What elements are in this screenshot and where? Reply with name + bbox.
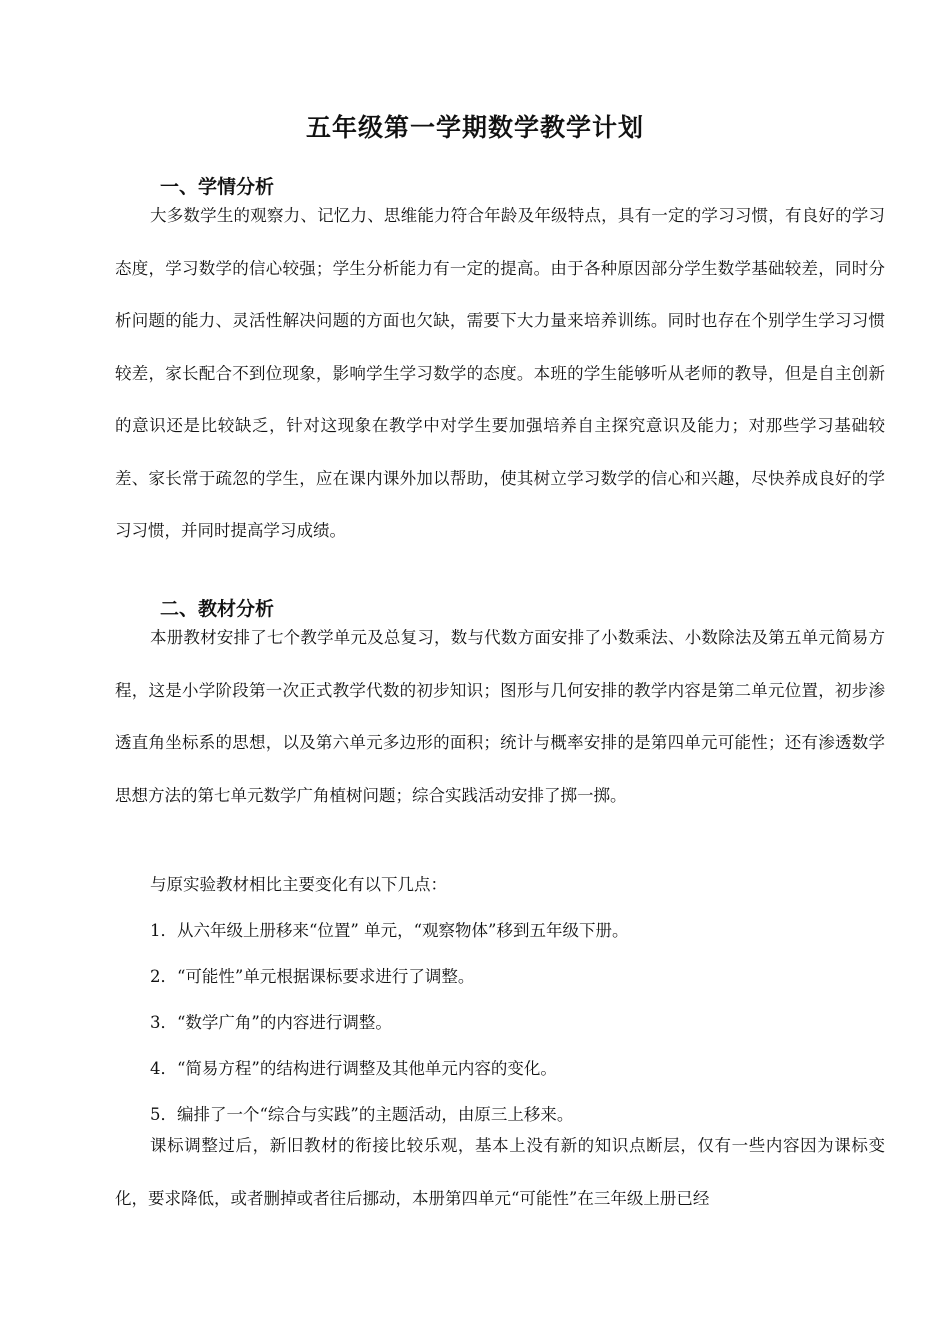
changes-list <box>115 862 885 1138</box>
list-item: 5．编排了一个“综合与实践”的主题活动，由原三上移来。 <box>150 1105 574 1124</box>
body-paragraph: 本册教材安排了七个教学单元及总复习，数与代数方面安排了小数乘法、小数除法及第五单元简易方程，这是小学阶段第一次正式教学代数的初步知识；图形与几何安排的教学内容是第二单元位置，初步渗透直角坐标系的思想，以及第六单元多边形的面积；统计与概率安排的是第四单元可能性；还有渗透数学思想方法的第七单元数学广角植树问题；综合实践活动安排了掷一掷。 <box>115 628 885 805</box>
list-item: 2．“可能性”单元根据课标要求进行了调整。 <box>150 967 475 986</box>
section-heading: 二、教材分析 <box>160 598 275 620</box>
section-learning-analysis <box>115 173 885 558</box>
list-item: 1．从六年级上册移来“位置” 单元，“观察物体”移到五年级下册。 <box>150 921 629 940</box>
document-title: 五年级第一学期数学教学计划 <box>305 113 644 142</box>
list-item: 3．“数学广角”的内容进行调整。 <box>150 1013 392 1032</box>
closing-section <box>115 1120 885 1225</box>
section-textbook-analysis <box>115 595 885 822</box>
body-paragraph: 大多数学生的观察力、记忆力、思维能力符合年龄及年级特点，具有一定的学习习惯，有良好的学习态度，学习数学的信心较强；学生分析能力有一定的提高。由于各种原因部分学生数学基础较差，同时分析问题的能力、灵活性解决问题的方面也欠缺，需要下大力量来培养训练。同时也存在个别学生学习习惯较差，家长配合不到位现象，影响学生学习数学的态度。本班的学生能够听从老师的教导，但是自主创新的意识还是比较缺乏，针对这现象在教学中对学生要加强培养自主探究意识及能力；对那些学习基础较差、家长常于疏忽的学生，应在课内课外加以帮助，使其树立学习数学的信心和兴趣，尽快养成良好的学习习惯，并同时提高学习成绩。 <box>115 206 885 540</box>
section-heading: 一、学情分析 <box>160 176 275 198</box>
list-intro: 与原实验教材相比主要变化有以下几点： <box>150 875 447 894</box>
body-paragraph: 课标调整过后，新旧教材的衔接比较乐观，基本上没有新的知识点断层，仅有一些内容因为课标变化，要求降低，或者删掉或者往后挪动，本册第四单元“可能性”在三年级上册已经 <box>115 1136 885 1208</box>
list-item: 4．“简易方程”的结构进行调整及其他单元内容的变化。 <box>150 1059 557 1078</box>
